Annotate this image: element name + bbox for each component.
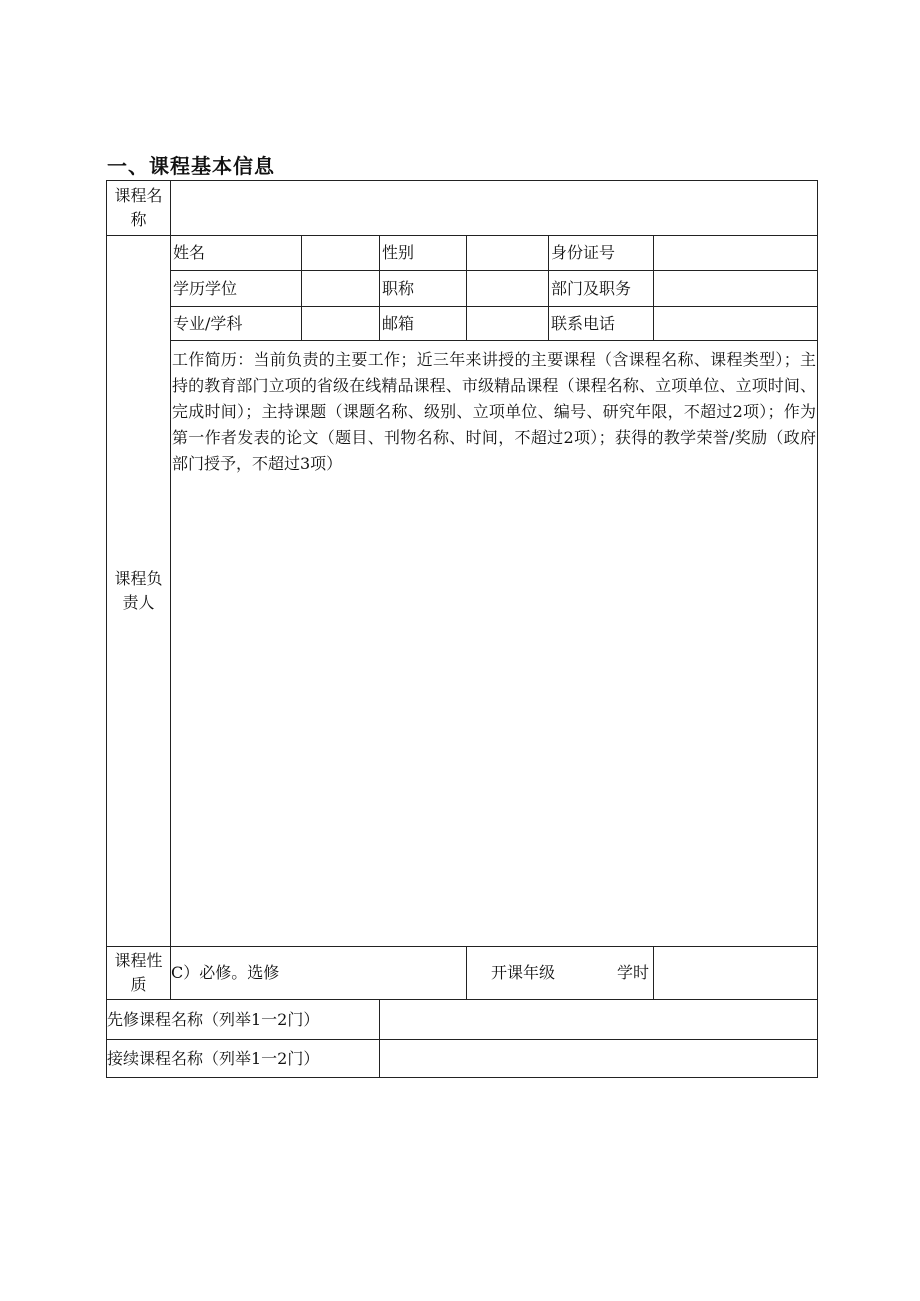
- leader-row-3: [107, 307, 818, 341]
- grade-hours-cell: [467, 947, 654, 1000]
- email-field[interactable]: [467, 307, 549, 341]
- id-number-label: 身份证号: [549, 236, 654, 271]
- prerequisite-field[interactable]: [380, 1000, 818, 1040]
- course-nature-row: [107, 947, 818, 1000]
- follow-up-label: 接续课程名称（列举1一2门）: [107, 1040, 380, 1078]
- hours-field[interactable]: [654, 947, 818, 1000]
- leader-row-1: [107, 236, 818, 271]
- email-label: 邮箱: [380, 307, 467, 341]
- major-field[interactable]: [302, 307, 380, 341]
- phone-field[interactable]: [654, 307, 818, 341]
- follow-up-row: [107, 1040, 818, 1078]
- phone-label: 联系电话: [549, 307, 654, 341]
- major-label: 专业/学科: [171, 307, 302, 341]
- education-label: 学历学位: [171, 271, 302, 307]
- section-title: 一、课程基本信息: [107, 154, 275, 178]
- course-name-field[interactable]: [171, 181, 818, 236]
- leader-label: 课程负责人: [107, 236, 171, 947]
- follow-up-field[interactable]: [380, 1040, 818, 1078]
- course-name-label: 课程名称: [107, 181, 171, 236]
- name-label: 姓名: [171, 236, 302, 271]
- hours-label: 学时: [616, 963, 649, 982]
- resume-field[interactable]: 工作简历：当前负责的主要工作；近三年来讲授的主要课程（含课程名称、课程类型）；主持的教育部门立项的省级在线精品课程、市级精品课程（课程名称、立项单位、立项时间、完成时间）；主持课题（课题名称、级别、立项单位、编号、研究年限，不超过2项）；作为第一作者发表的论文（题目、刊物名称、时间，不超过2项）；获得的教学荣誉/奖励（政府部门授予，不超过3项）: [171, 341, 818, 947]
- title-field[interactable]: [467, 271, 549, 307]
- grade-label: 开课年级: [491, 963, 556, 982]
- id-number-field[interactable]: [654, 236, 818, 271]
- gender-field[interactable]: [467, 236, 549, 271]
- dept-position-field[interactable]: [654, 271, 818, 307]
- course-nature-label: 课程性质: [107, 947, 171, 1000]
- gender-label: 性别: [380, 236, 467, 271]
- course-name-row: [107, 181, 818, 236]
- leader-row-resume: [107, 341, 818, 947]
- prerequisite-row: [107, 1000, 818, 1040]
- course-info-table: [106, 180, 818, 1078]
- education-field[interactable]: [302, 271, 380, 307]
- title-label: 职称: [380, 271, 467, 307]
- name-field[interactable]: [302, 236, 380, 271]
- dept-position-label: 部门及职务: [549, 271, 654, 307]
- course-nature-options[interactable]: C）必修。选修: [171, 947, 467, 1000]
- prerequisite-label: 先修课程名称（列举1一2门）: [107, 1000, 380, 1040]
- leader-row-2: [107, 271, 818, 307]
